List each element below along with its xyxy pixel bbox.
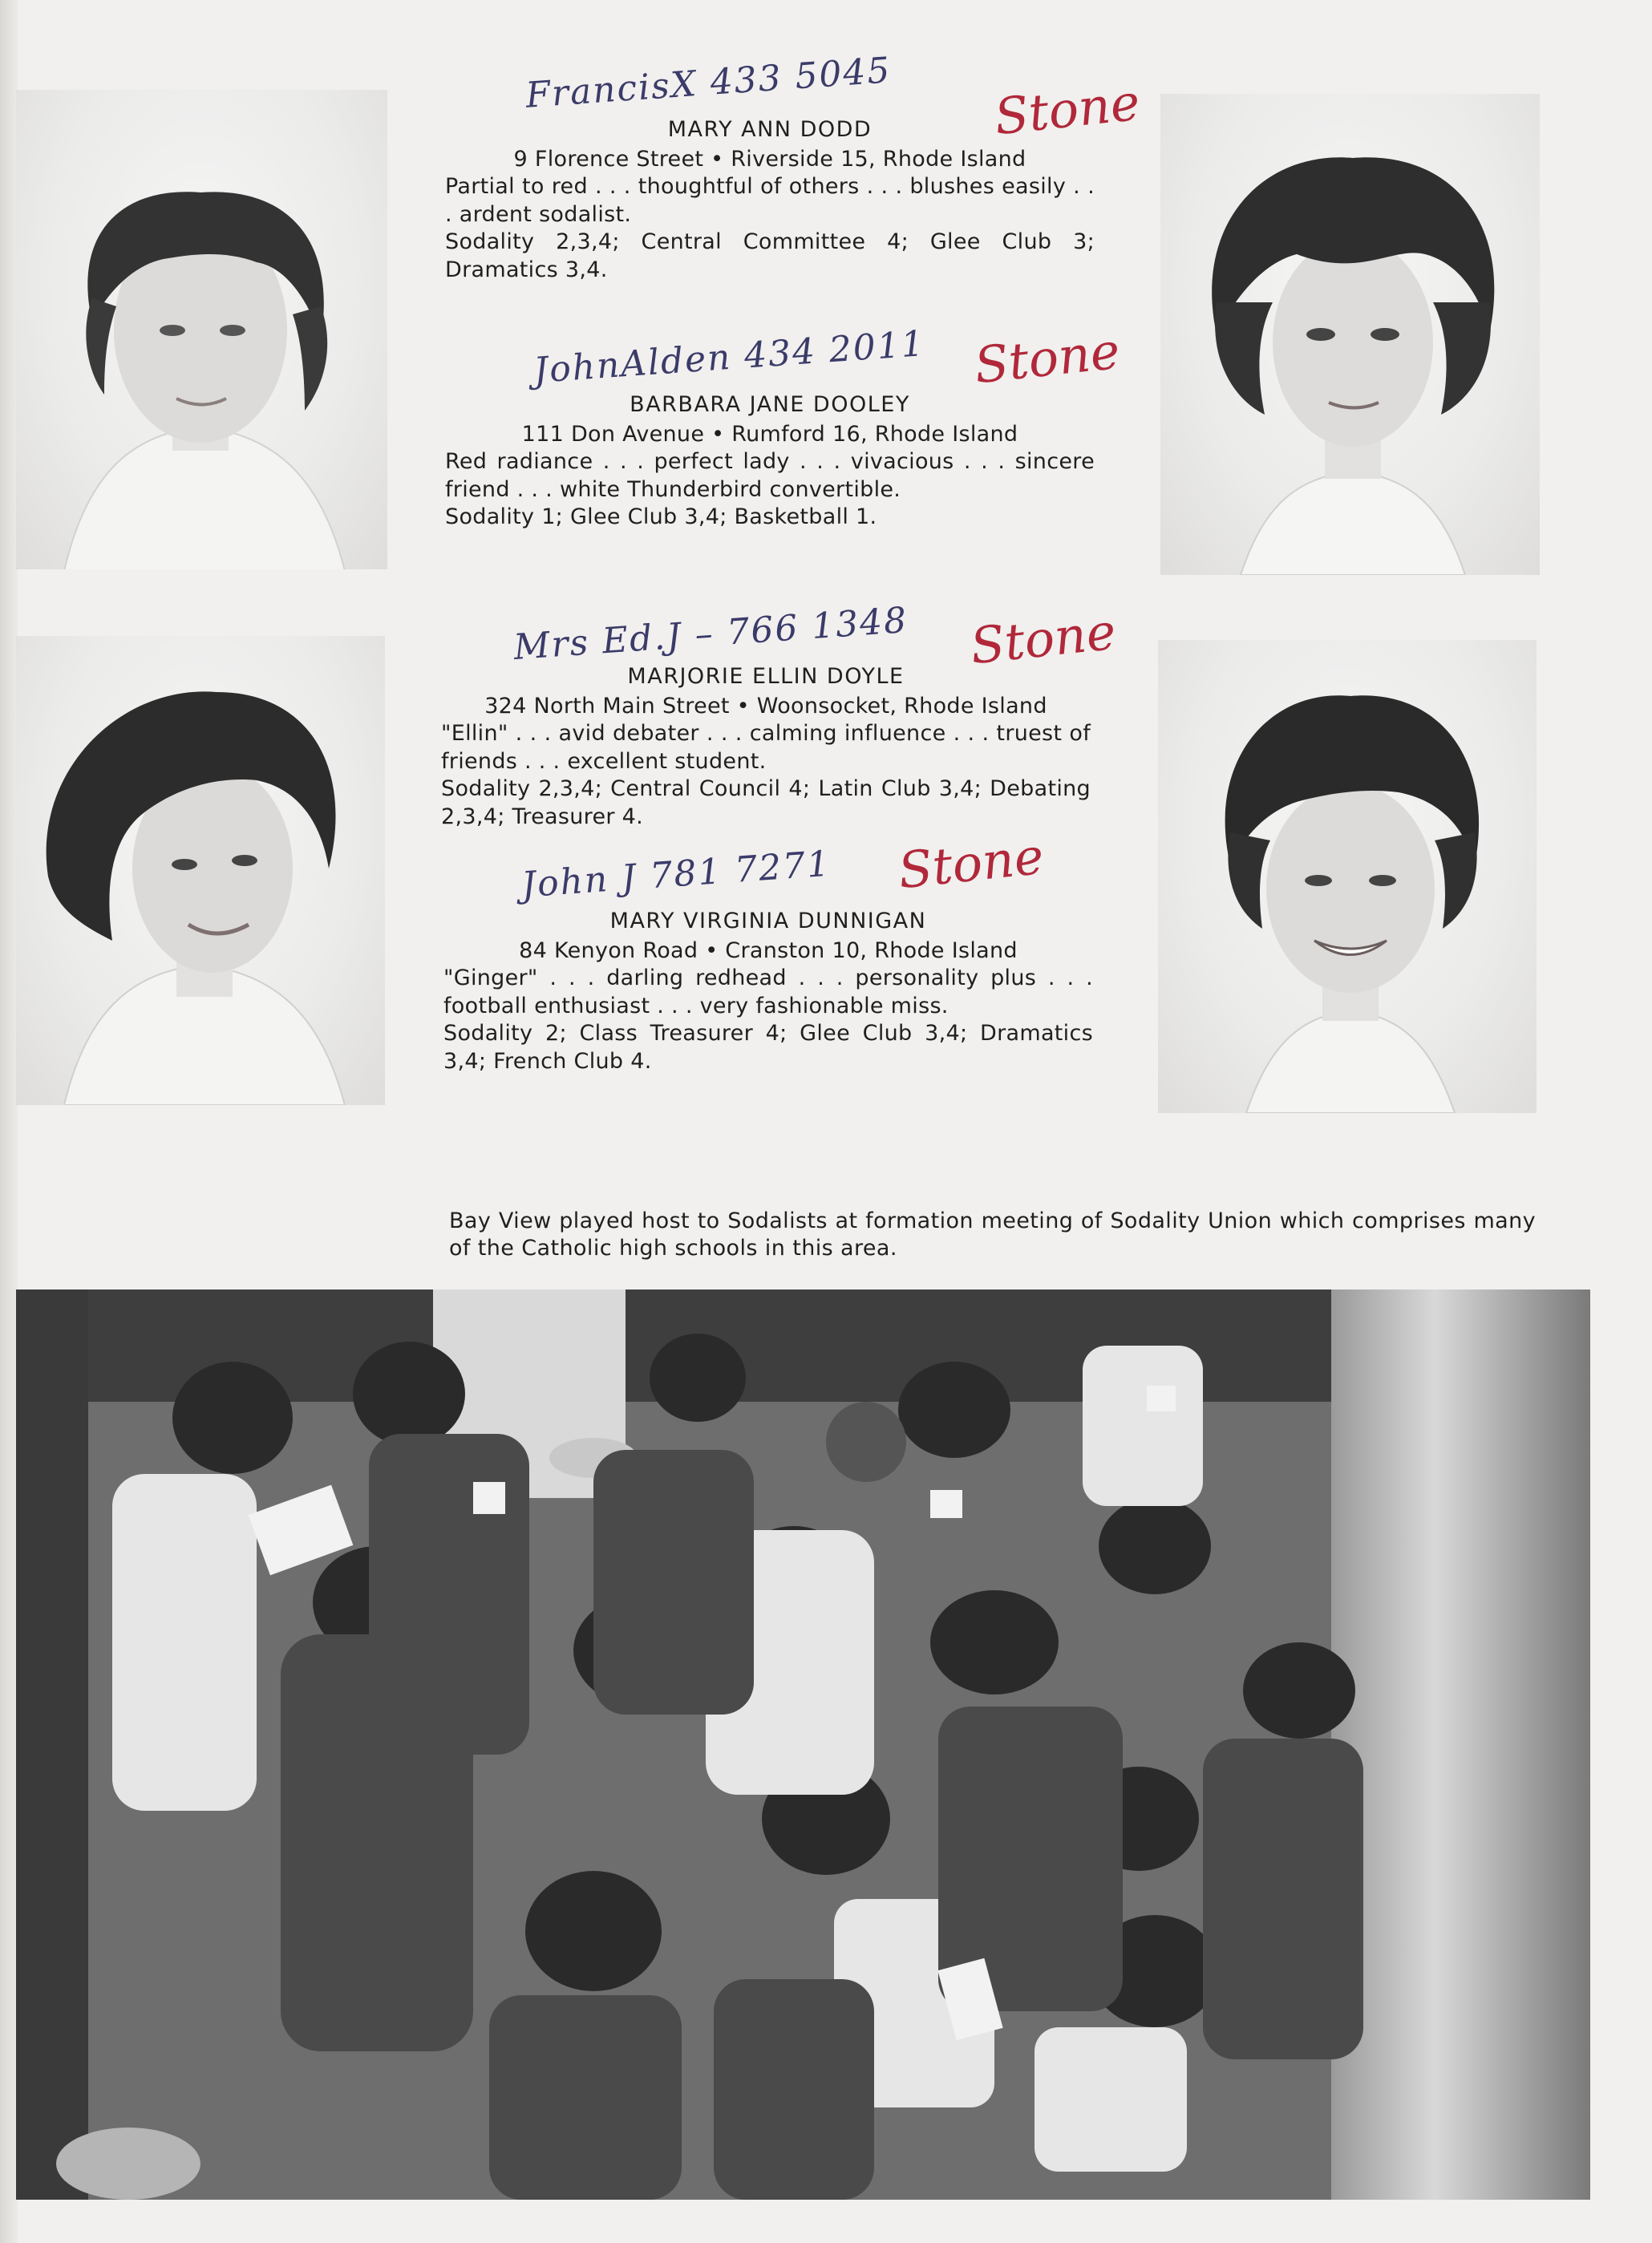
page-binding-edge xyxy=(0,0,18,2243)
student-name: BARBARA JANE DOOLEY xyxy=(630,392,910,417)
handwritten-phone-note: Mrs Ed.J – 766 1348 xyxy=(512,599,909,669)
portrait-marjorie-ellin-doyle xyxy=(16,636,385,1105)
student-name: MARY ANN DODD xyxy=(667,117,873,142)
student-description: "Ellin" . . . avid debater . . . calming influence . . . truest of friends . . . excellent student. xyxy=(441,721,1091,774)
handwritten-phone-note: FrancisX 433 5045 xyxy=(524,50,893,116)
student-address: 324 North Main Street • Woonsocket, Rhode Island xyxy=(484,693,1047,719)
student-entry xyxy=(445,391,1095,532)
student-address: 111 Don Avenue • Rumford 16, Rhode Island xyxy=(521,421,1018,447)
student-activities: Sodality 1; Glee Club 3,4; Basketball 1. xyxy=(445,504,877,529)
student-activities: Sodality 2,3,4; Central Council 4; Latin Club 3,4; Debating 2,3,4; Treasurer 4. xyxy=(441,776,1091,829)
student-entry xyxy=(445,116,1095,284)
portrait-photo xyxy=(16,90,387,569)
student-activities: Sodality 2; Class Treasurer 4; Glee Club 3,4; Dramatics 3,4; French Club 4. xyxy=(443,1021,1093,1074)
student-description: Partial to red . . . thoughtful of others . . . blushes easily . . . ardent sodalist. xyxy=(445,174,1095,227)
student-description: Red radiance . . . perfect lady . . . vivacious . . . sincere friend . . . white Thunderbird convertible. xyxy=(445,449,1095,502)
portrait-barbara-jane-dooley xyxy=(1160,94,1540,575)
handwritten-phone-note: JohnAlden 434 2011 xyxy=(532,323,927,391)
group-photo xyxy=(16,1290,1590,2200)
student-entry xyxy=(441,663,1091,831)
student-name: MARY VIRGINIA DUNNIGAN xyxy=(609,909,927,933)
student-address: 84 Kenyon Road • Cranston 10, Rhode Island xyxy=(519,937,1018,963)
handwritten-red-mark: Stone xyxy=(991,72,1143,147)
handwritten-red-mark: Stone xyxy=(895,826,1047,901)
portrait-mary-virginia-dunnigan xyxy=(1158,640,1537,1113)
handwritten-phone-note: John J 781 7271 xyxy=(520,843,832,906)
student-entry xyxy=(443,908,1093,1075)
portrait-photo xyxy=(1160,94,1540,575)
group-photo-image xyxy=(16,1290,1590,2200)
student-activities: Sodality 2,3,4; Central Committee 4; Glee Club 3; Dramatics 3,4. xyxy=(445,229,1095,282)
student-address: 9 Florence Street • Riverside 15, Rhode Island xyxy=(513,146,1026,172)
handwritten-red-mark: Stone xyxy=(967,601,1119,676)
portrait-photo xyxy=(16,636,385,1105)
portrait-mary-ann-dodd xyxy=(16,90,387,569)
portrait-photo xyxy=(1158,640,1537,1113)
student-name: MARJORIE ELLIN DOYLE xyxy=(627,664,905,689)
student-description: "Ginger" . . . darling redhead . . . personality plus . . . football enthusiast . . . very fashionable miss. xyxy=(443,966,1093,1018)
handwritten-red-mark: Stone xyxy=(971,321,1123,395)
photo-caption: Bay View played host to Sodalists at formation meeting of Sodality Union which comprises many of the Catholic high schools in this area. xyxy=(449,1209,1536,1261)
